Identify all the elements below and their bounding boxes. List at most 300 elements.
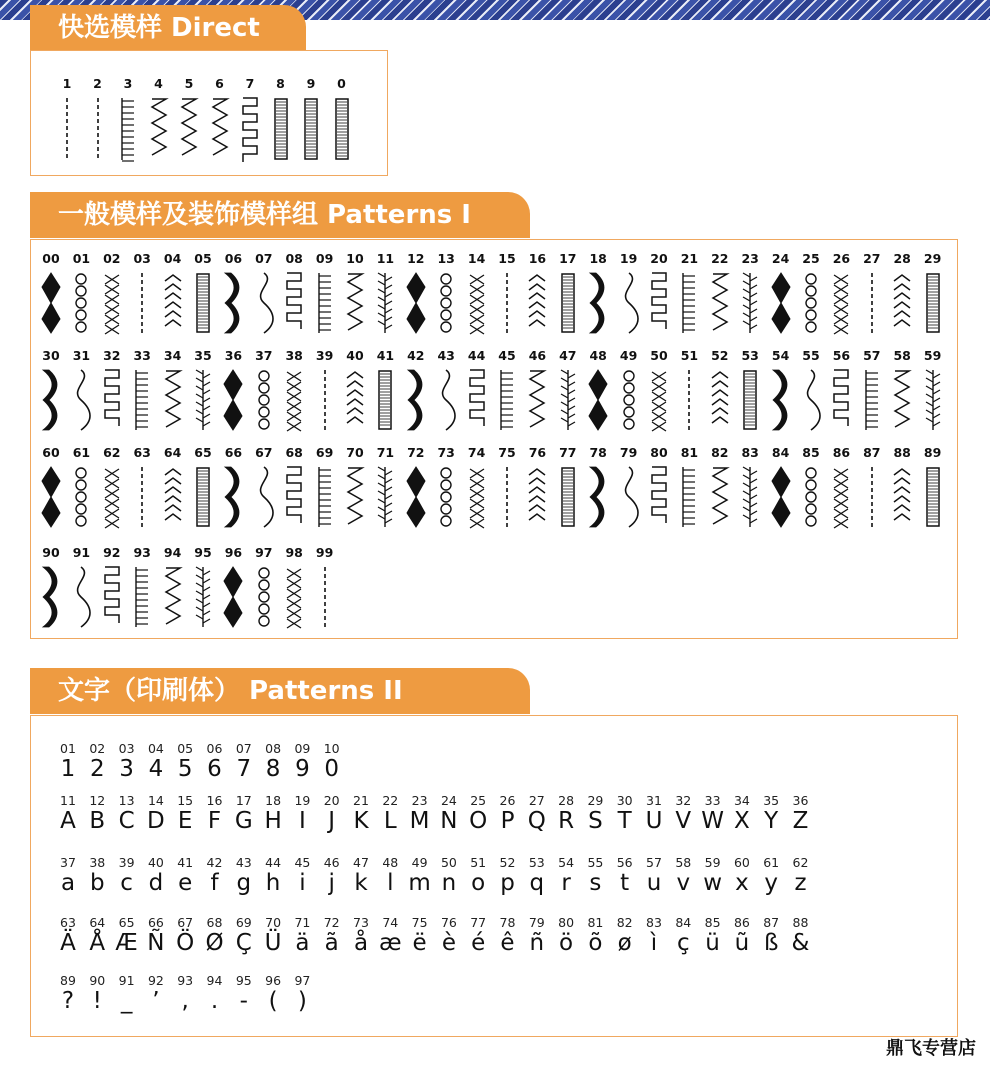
font-char-cell [436, 856, 462, 897]
pattern-cell [98, 248, 126, 335]
pattern-number: 04 [163, 251, 182, 266]
char-number: 47 [353, 855, 369, 870]
font-char-cell [172, 856, 198, 897]
pattern-cell [98, 442, 126, 529]
font-character: w [703, 870, 722, 896]
stitch-pattern-icon [677, 465, 701, 529]
stitch-pattern-icon [130, 565, 154, 629]
char-number: 92 [147, 973, 164, 988]
pattern-cell [280, 442, 308, 529]
pattern-number: 20 [650, 251, 668, 266]
char-number: 32 [675, 793, 692, 808]
font-char-cell [524, 856, 550, 897]
stitch-pattern-icon [465, 271, 489, 335]
font-char-cell [377, 856, 403, 897]
font-character: 2 [89, 756, 105, 782]
char-number: 24 [440, 793, 457, 808]
font-char-cell [114, 794, 140, 835]
font-char-cell [55, 742, 81, 783]
font-char-cell [348, 794, 374, 835]
font-char-cell [465, 856, 491, 897]
char-number: 44 [265, 855, 282, 870]
pattern-number: 58 [893, 348, 911, 363]
pattern-number: 1 [62, 76, 72, 91]
pattern-number: 62 [103, 445, 121, 460]
stitch-pattern-icon [829, 271, 853, 335]
char-number: 56 [616, 855, 633, 870]
pattern-cell [736, 248, 764, 335]
pattern-cell [554, 442, 582, 529]
char-number: 55 [587, 855, 604, 870]
pattern-number: 86 [832, 445, 851, 460]
pattern-number: 43 [437, 348, 455, 363]
pattern-number: 84 [771, 445, 790, 460]
pattern-cell [858, 248, 886, 335]
char-number: 84 [675, 915, 692, 930]
pattern-number: 08 [285, 251, 303, 266]
pattern-cell [67, 442, 95, 529]
pattern-cell [615, 248, 643, 335]
char-number: 30 [616, 793, 633, 808]
pattern-number: 71 [376, 445, 395, 460]
pattern-number: 7 [245, 76, 255, 91]
pattern-number: 35 [194, 348, 212, 363]
pattern-cell [219, 442, 247, 529]
pattern-number: 59 [923, 348, 942, 363]
font-character: ì [650, 930, 658, 956]
font-character: ’ [152, 988, 160, 1014]
font-character: Q [527, 808, 546, 834]
font-character: ß [763, 930, 779, 956]
font-char-cell [172, 974, 198, 1015]
pattern-cell [128, 542, 156, 629]
pattern-cell [919, 442, 947, 529]
stitch-pattern-icon [300, 96, 322, 162]
stitch-pattern-icon [130, 368, 154, 432]
char-number: 12 [89, 793, 106, 808]
pattern-cell [37, 248, 65, 335]
char-number: 29 [587, 793, 604, 808]
char-number: 80 [558, 915, 575, 930]
stitch-pattern-icon [860, 271, 884, 335]
pattern-number: 53 [741, 348, 759, 363]
char-number: 91 [118, 973, 135, 988]
font-char-cell [553, 916, 579, 957]
pattern-cell [37, 542, 65, 629]
stitch-pattern-icon [100, 565, 124, 629]
font-char-cell [289, 916, 315, 957]
pattern-cell [189, 442, 217, 529]
stitch-pattern-icon [313, 465, 337, 529]
font-character: ü [705, 930, 720, 956]
font-char-cell [172, 742, 198, 783]
stitch-pattern-icon [252, 465, 276, 529]
char-number: 37 [60, 855, 76, 870]
stitch-pattern-icon [191, 271, 215, 335]
stitch-pattern-icon [921, 465, 945, 529]
char-number: 03 [118, 741, 135, 756]
pattern-number: 03 [133, 251, 151, 266]
char-number: 38 [89, 855, 106, 870]
font-character: 4 [148, 756, 164, 782]
font-character: o [471, 870, 486, 896]
stitch-pattern-icon [769, 271, 793, 335]
font-char-cell [289, 856, 315, 897]
pattern-number: 87 [863, 445, 881, 460]
font-char-cell [114, 974, 140, 1015]
stitch-pattern-icon [221, 565, 245, 629]
stitch-pattern-icon [39, 271, 63, 335]
pattern-cell [615, 442, 643, 529]
pattern-number: 14 [467, 251, 486, 266]
font-character: ö [559, 930, 574, 956]
font-character: 1 [60, 756, 76, 782]
stitch-pattern-icon [331, 96, 353, 162]
pattern-cell [493, 248, 521, 335]
direct-pattern-cell [55, 73, 79, 162]
stitch-pattern-icon [525, 271, 549, 335]
stitch-pattern-icon [617, 271, 641, 335]
pattern-number: 10 [346, 251, 364, 266]
pattern-number: 05 [194, 251, 212, 266]
char-number: 75 [411, 915, 428, 930]
font-character: ê [500, 930, 515, 956]
stitch-pattern-icon [799, 465, 823, 529]
font-character: Æ [115, 930, 138, 956]
pattern-cell [827, 345, 855, 432]
pattern-number: 36 [224, 348, 243, 363]
pattern-number: 9 [306, 76, 316, 91]
font-char-cell [55, 974, 81, 1015]
font-char-cell [348, 856, 374, 897]
char-number: 33 [704, 793, 721, 808]
stitch-pattern-icon [556, 271, 580, 335]
pattern-number: 73 [437, 445, 455, 460]
pattern-number: 25 [802, 251, 820, 266]
pattern-cell [67, 542, 95, 629]
pattern-number: 55 [802, 348, 820, 363]
pattern-cell [797, 248, 825, 335]
char-number: 02 [89, 741, 106, 756]
stitch-pattern-icon [161, 271, 185, 335]
font-character: ? [61, 988, 75, 1014]
char-number: 90 [89, 973, 106, 988]
char-number: 14 [147, 793, 164, 808]
pattern-cell [797, 442, 825, 529]
pattern-cell [189, 542, 217, 629]
font-char-cell [202, 794, 228, 835]
pattern-cell [280, 345, 308, 432]
font-char-cell [495, 794, 521, 835]
stitch-pattern-icon [69, 271, 93, 335]
stitch-pattern-icon [769, 465, 793, 529]
pattern-cell [523, 442, 551, 529]
pattern-cell [311, 345, 339, 432]
pattern-number: 80 [650, 445, 668, 460]
font-character: ! [92, 988, 102, 1014]
pattern-cell [706, 442, 734, 529]
font-character: q [529, 870, 545, 896]
pattern-number: 0 [337, 76, 346, 91]
stitch-pattern-icon [178, 96, 200, 162]
font-char-cell [407, 916, 433, 957]
stitch-pattern-icon [799, 368, 823, 432]
pattern-number: 15 [498, 251, 516, 266]
char-number: 74 [382, 915, 399, 930]
pattern-number: 89 [923, 445, 942, 460]
char-number: 81 [587, 915, 604, 930]
char-number: 07 [235, 741, 252, 756]
font-character: c [120, 870, 133, 896]
font-char-cell [524, 794, 550, 835]
font-character: X [734, 808, 750, 834]
pattern-number: 64 [163, 445, 182, 460]
pattern-cell [675, 248, 703, 335]
char-number: 18 [265, 793, 282, 808]
font-char-cell [231, 916, 257, 957]
stitch-pattern-icon [586, 465, 610, 529]
font-char-cell [788, 856, 814, 897]
font-char-cell [114, 742, 140, 783]
pattern-cell [402, 442, 430, 529]
pattern-number: 97 [255, 545, 273, 560]
pattern-cell [402, 345, 430, 432]
pattern-number: 88 [893, 445, 911, 460]
font-char-cell [377, 794, 403, 835]
char-number: 15 [177, 793, 194, 808]
font-char-cell [729, 794, 755, 835]
direct-section-tab: 快选模样 Direct [30, 5, 306, 51]
font-character: f [210, 870, 219, 896]
stitch-pattern-icon [373, 368, 397, 432]
font-char-cell [670, 856, 696, 897]
font-char-cell [55, 794, 81, 835]
char-number: 67 [177, 915, 194, 930]
pattern-number: 5 [184, 76, 194, 91]
stitch-pattern-icon [221, 271, 245, 335]
pattern-cell [858, 442, 886, 529]
font-character: Ç [235, 930, 252, 956]
pattern-cell [645, 442, 673, 529]
pattern-number: 19 [619, 251, 638, 266]
stitch-pattern-icon [829, 465, 853, 529]
font-character: W [701, 808, 724, 834]
char-number: 68 [206, 915, 223, 930]
stitch-pattern-icon [708, 465, 732, 529]
pattern-cell [128, 248, 156, 335]
stitch-pattern-icon [161, 565, 185, 629]
stitch-pattern-icon [56, 96, 78, 162]
pattern-cell [250, 345, 278, 432]
char-number: 42 [206, 855, 223, 870]
font-char-cell [143, 856, 169, 897]
font-character: õ [588, 930, 603, 956]
font-character: p [500, 870, 515, 896]
font-character: R [558, 808, 575, 834]
pattern-cell [888, 345, 916, 432]
pattern-cell [159, 345, 187, 432]
font-char-cell [641, 916, 667, 957]
stitch-pattern-icon [799, 271, 823, 335]
char-number: 60 [733, 855, 750, 870]
pattern-cell [493, 345, 521, 432]
font-char-cell [319, 856, 345, 897]
font-character: h [265, 870, 281, 896]
pattern-number: 17 [559, 251, 577, 266]
font-character: P [500, 808, 515, 834]
font-char-cell [172, 794, 198, 835]
pattern-cell [888, 248, 916, 335]
stitch-pattern-icon [586, 271, 610, 335]
char-number: 93 [177, 973, 194, 988]
font-char-cell [553, 794, 579, 835]
font-char-cell [84, 794, 110, 835]
stitch-pattern-icon [373, 271, 397, 335]
pattern-number: 83 [741, 445, 759, 460]
char-number: 35 [763, 793, 780, 808]
pattern-cell [37, 442, 65, 529]
pattern-number: 75 [498, 445, 516, 460]
char-number: 63 [60, 915, 76, 930]
font-char-cell [700, 856, 726, 897]
char-number: 09 [294, 741, 311, 756]
char-number: 06 [206, 741, 223, 756]
stitch-pattern-icon [313, 271, 337, 335]
pattern-cell [675, 442, 703, 529]
stitch-pattern-icon [39, 565, 63, 629]
font-char-cell [202, 856, 228, 897]
font-char-cell [55, 856, 81, 897]
pattern-cell [615, 345, 643, 432]
pattern-number: 46 [528, 348, 547, 363]
font-char-cell [114, 856, 140, 897]
pattern-number: 02 [103, 251, 121, 266]
stitch-pattern-icon [39, 465, 63, 529]
font-character: N [440, 808, 458, 834]
pattern-number: 45 [498, 348, 516, 363]
char-number: 08 [265, 741, 282, 756]
pattern-cell [432, 442, 460, 529]
font-character: C [118, 808, 135, 834]
font-char-cell [289, 794, 315, 835]
pattern-number: 18 [589, 251, 607, 266]
pattern-cell [584, 345, 612, 432]
pattern-number: 94 [163, 545, 182, 560]
font-character: s [589, 870, 602, 896]
font-character: Å [89, 930, 106, 956]
pattern-number: 98 [285, 545, 303, 560]
stitch-pattern-icon [343, 368, 367, 432]
stitch-pattern-icon [404, 465, 428, 529]
stitch-pattern-icon [921, 271, 945, 335]
font-char-cell [143, 794, 169, 835]
stitch-pattern-icon [221, 465, 245, 529]
stitch-pattern-icon [373, 465, 397, 529]
font-char-cell [114, 916, 140, 957]
stitch-pattern-icon [677, 271, 701, 335]
pattern-number: 8 [276, 76, 285, 91]
font-char-cell [260, 856, 286, 897]
char-number: 96 [265, 973, 282, 988]
pattern-number: 32 [103, 348, 121, 363]
pattern-number: 22 [711, 251, 729, 266]
font-char-cell [495, 916, 521, 957]
pattern-cell [736, 345, 764, 432]
char-number: 43 [235, 855, 252, 870]
font-character: & [791, 930, 810, 956]
stitch-pattern-icon [890, 368, 914, 432]
stitch-pattern-icon [495, 368, 519, 432]
font-character: A [60, 808, 76, 834]
font-char-cell [612, 794, 638, 835]
char-number: 34 [733, 793, 750, 808]
pattern-number: 16 [528, 251, 547, 266]
char-number: 82 [616, 915, 633, 930]
pattern-cell [128, 345, 156, 432]
char-number: 89 [60, 973, 76, 988]
stitch-pattern-icon [343, 465, 367, 529]
stitch-pattern-icon [221, 368, 245, 432]
pattern-number: 68 [285, 445, 303, 460]
pattern-number: 33 [133, 348, 151, 363]
font-char-cell [348, 916, 374, 957]
pattern-cell [250, 542, 278, 629]
char-number: 97 [294, 973, 311, 988]
char-number: 50 [440, 855, 457, 870]
pattern-cell [219, 542, 247, 629]
pattern-cell [919, 345, 947, 432]
font-char-cell [231, 856, 257, 897]
pattern-cell [675, 345, 703, 432]
font-character: K [353, 808, 369, 834]
direct-pattern-cell [238, 73, 262, 162]
char-number: 45 [294, 855, 311, 870]
font-char-cell [260, 794, 286, 835]
font-char-cell [319, 916, 345, 957]
pattern-cell [554, 345, 582, 432]
pattern-number: 92 [103, 545, 121, 560]
font-character: O [469, 808, 488, 834]
stitch-pattern-icon [239, 96, 261, 162]
pattern-number: 41 [376, 348, 395, 363]
pattern-number: 60 [42, 445, 60, 460]
pattern-cell [371, 345, 399, 432]
char-number: 13 [118, 793, 135, 808]
char-number: 41 [177, 855, 194, 870]
pattern-number: 54 [771, 348, 790, 363]
font-character: T [617, 808, 632, 834]
pattern-number: 13 [437, 251, 455, 266]
font-char-cell [143, 916, 169, 957]
char-number: 40 [147, 855, 164, 870]
font-char-cell [84, 916, 110, 957]
stitch-pattern-icon [69, 465, 93, 529]
pattern-number: 40 [346, 348, 364, 363]
font-character: l [387, 870, 394, 896]
stitch-pattern-icon [495, 465, 519, 529]
font-character: j [328, 870, 335, 896]
pattern-number: 42 [407, 348, 425, 363]
pattern-number: 96 [224, 545, 243, 560]
stitch-pattern-icon [921, 368, 945, 432]
font-character: z [794, 870, 807, 896]
font-character: ø [617, 930, 632, 956]
font-character: ä [295, 930, 310, 956]
char-number: 64 [89, 915, 106, 930]
pattern-number: 34 [163, 348, 182, 363]
font-character: g [236, 870, 252, 896]
font-char-cell [670, 794, 696, 835]
